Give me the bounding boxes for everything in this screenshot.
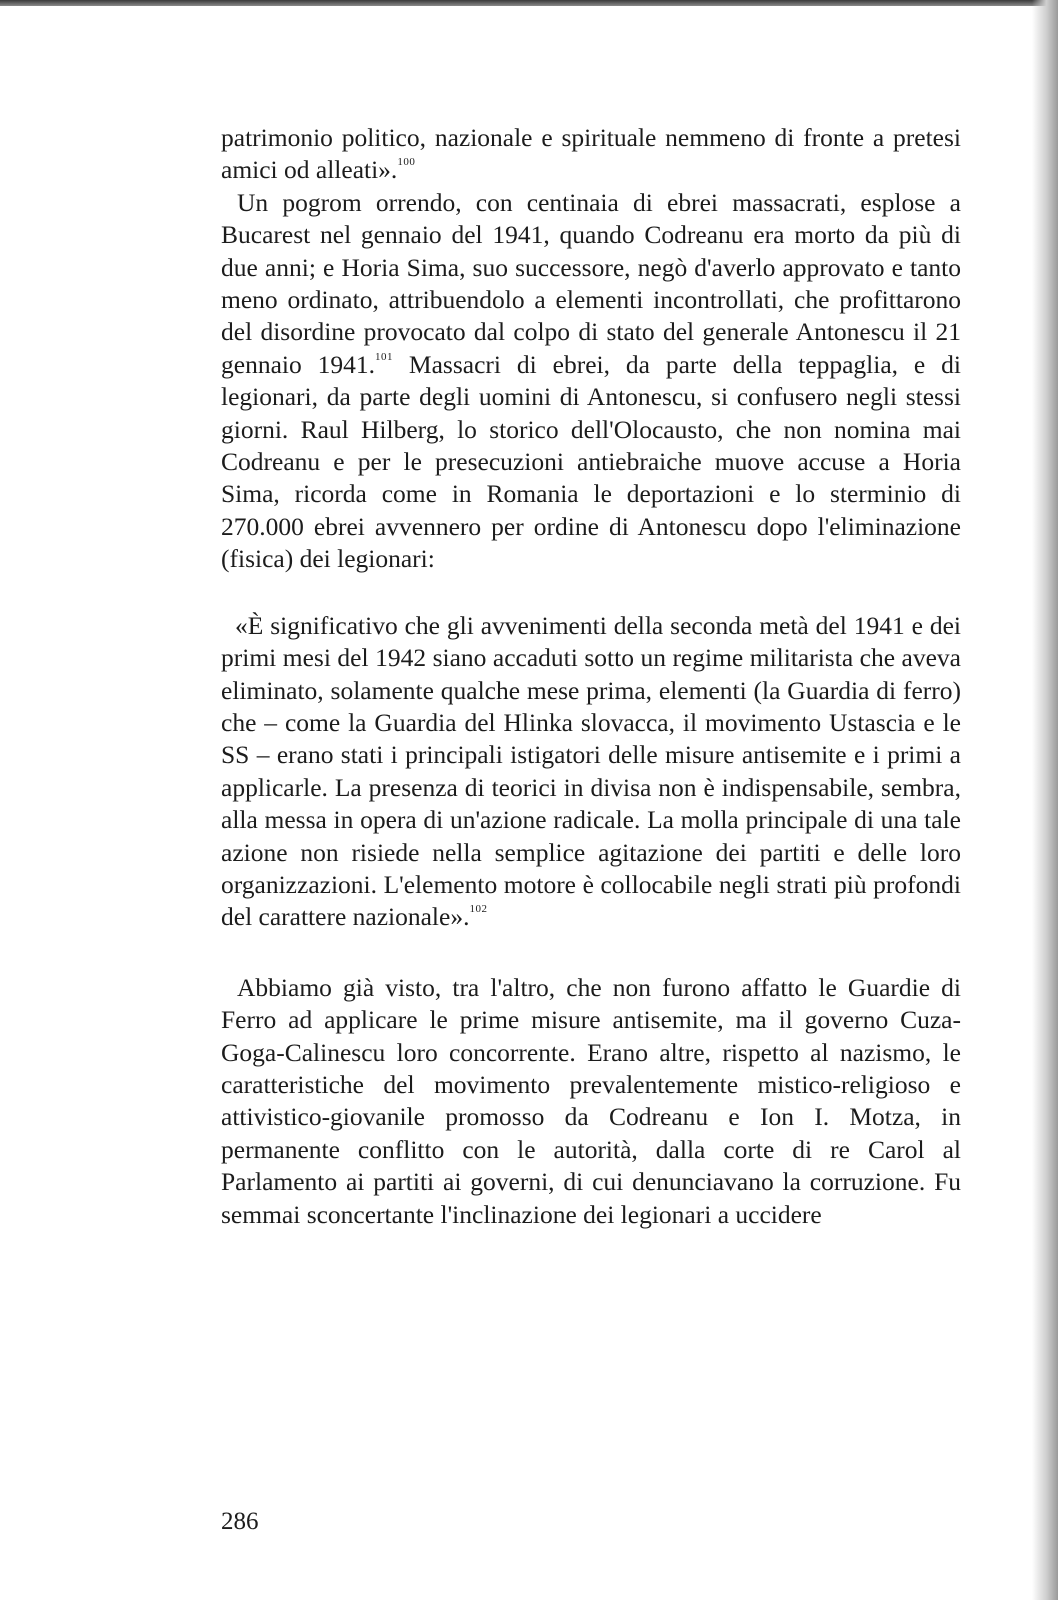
paragraph-3-text: Abbiamo già visto, tra l'altro, che non furono affatto le Guardie di Ferro ad applicare le prime misure antisemite, ma il governo Cuza-Goga-Calinescu loro concorrente. Erano altre, rispetto al nazismo, le caratteristiche del movimento prevalentemente mistico-religioso e attivistico-giovanile promosso da Codreanu e Ion I. Motza, in permanente conflitto con le autorità, dalla corte di re Carol al Parlamento ai partiti ai governi, di cui denunciavano la corruzione. Fu semmai sconcertante l'inclinazione dei legionari a uccidere xyxy=(221,972,961,1229)
page-top-edge xyxy=(0,0,1058,6)
page-binding-shadow xyxy=(1032,0,1058,1600)
paragraph-2-text-b: Massacri di ebrei, da parte della teppaglia, e di legionari, da parte degli uomini di Antonescu, si confusero negli stessi giorni. Raul Hilberg, lo storico dell'Olocausto, che non nomina mai Codreanu e per le presecuzioni antiebraiche muove accuse a Horia Sima, ricorda come in Romania le deportazioni e lo sterminio di 270.000 ebrei avvennero per ordine di Antonescu dopo l'eliminazione (fisica) dei legionari: xyxy=(221,349,961,574)
footnote-ref-100: 100 xyxy=(397,156,416,169)
block-quote xyxy=(221,610,961,934)
footnote-ref-101: 101 xyxy=(375,350,394,363)
page-number: 286 xyxy=(221,1508,259,1535)
footnote-ref-102: 102 xyxy=(469,903,488,916)
paragraph-2 xyxy=(221,187,961,576)
paragraph-1-text: patrimonio politico, nazionale e spirituale nemmeno di fronte a pretesi amici od alleati». xyxy=(221,123,961,185)
paragraph-2-text-a: Un pogrom orrendo, con centinaia di ebrei massacrati, esplose a Bucarest nel gennaio del 1941, quando Codreanu era morto da più di due anni; e Horia Sima, suo successore, negò d'averlo approvato e tanto meno ordinato, attribuendolo a elementi incontrollati, che profittarono del disordine provocato dal colpo di stato del generale Antonescu il 21 gennaio 1941. xyxy=(221,187,961,379)
paragraph-3 xyxy=(221,972,961,1231)
block-quote-text: «È significativo che gli avvenimenti della seconda metà del 1941 e dei primi mesi del 1942 siano accaduti sotto un regime militarista che aveva eliminato, solamente qualche mese prima, elementi (la Guardia di ferro) che – come la Guardia del Hlinka slovacca, il movimento Ustascia e le SS – erano stati i principali istigatori delle misure antisemite e i primi a applicarle. La presenza di teorici in divisa non è indispensabile, sembra, alla messa in opera di un'azione radicale. La molla principale di una tale azione non risiede nella semplice agitazione dei partiti e delle loro organizzazioni. L'elemento motore è collocabile negli strati più profondi del carattere nazionale». xyxy=(221,610,961,932)
body-text xyxy=(221,122,961,1231)
paragraph-1 xyxy=(221,122,961,187)
